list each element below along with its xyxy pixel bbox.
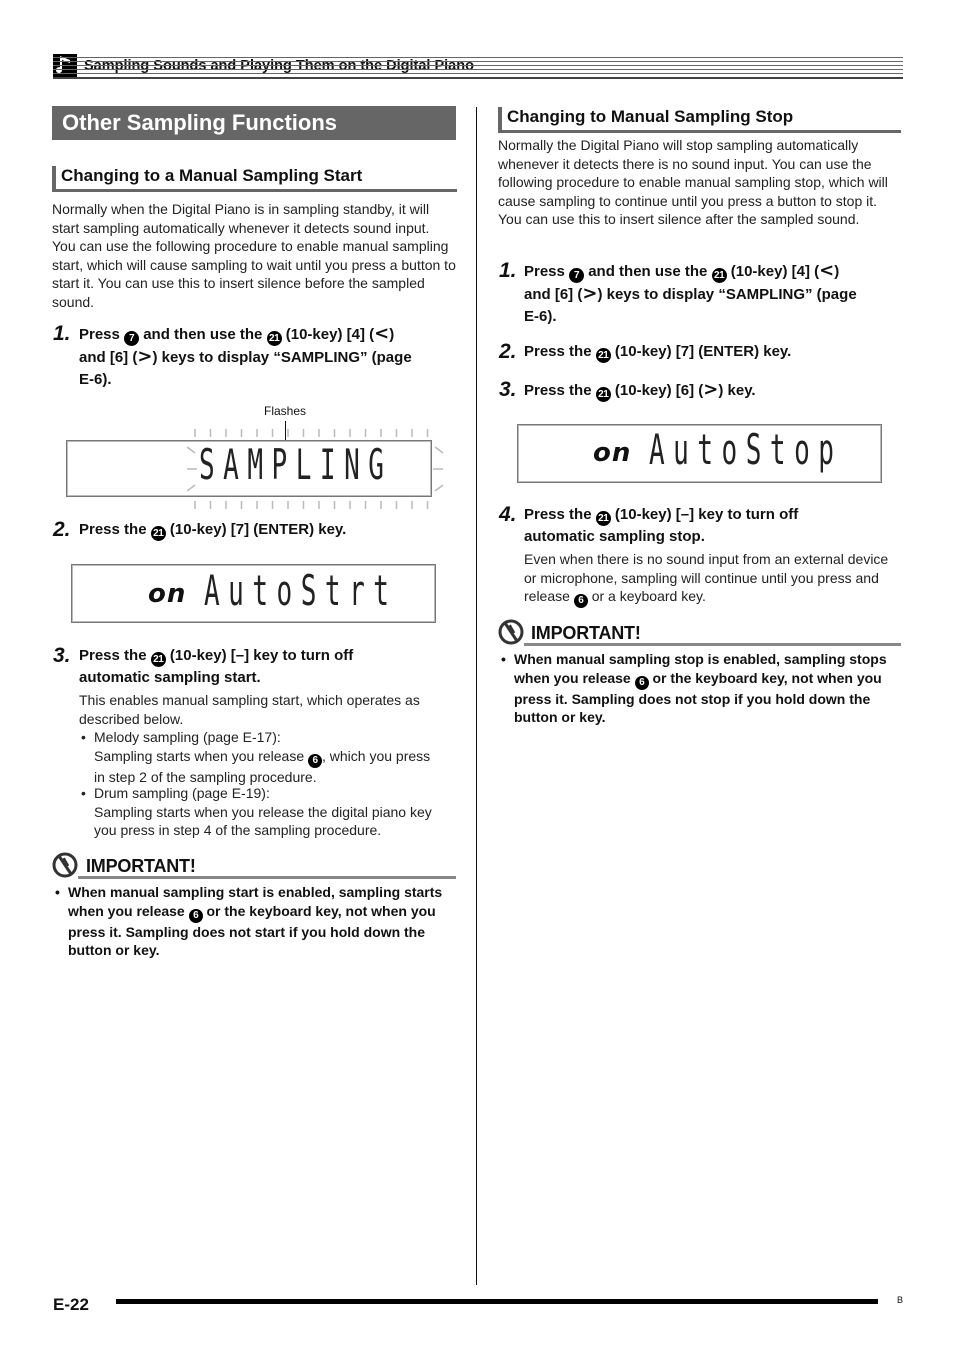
lcd-display-autostop xyxy=(517,424,882,483)
button-21-icon: 21 xyxy=(596,348,611,363)
bullet-melody: Melody sampling (page E-17): Sampling starts when you release 6 , which you press in step 2 of the sampling procedure. xyxy=(94,729,431,785)
step-number: 1. xyxy=(499,259,517,282)
button-21-icon: 21 xyxy=(712,268,727,283)
right-step3: Press the 21 (10-key) [6] (>) key. xyxy=(524,379,756,400)
right-step1: Press 7 and then use the 21 (10-key) [4] (<) and [6] (>) keys to display “SAMPLING” (page E-6). xyxy=(524,260,857,325)
step-number: 3. xyxy=(53,644,71,667)
important-icon xyxy=(52,852,78,878)
right-important-text: When manual sampling stop is enabled, sampling stops when you release 6 or the keyboard key, not when you press it. Sampling does not stop if you hold down the button or key. xyxy=(514,651,887,726)
column-divider xyxy=(476,107,477,1285)
lcd-on-indicator: on xyxy=(593,438,632,468)
left-subhead: Changing to a Manual Sampling Start xyxy=(52,166,457,192)
important-title: IMPORTANT! xyxy=(531,623,641,643)
lcd-display-autostrt xyxy=(71,564,436,623)
important-icon xyxy=(498,619,524,645)
header-rule xyxy=(53,65,903,66)
footer-mark: B xyxy=(897,1295,904,1305)
button-21-icon: 21 xyxy=(596,387,611,402)
button-7-icon: 7 xyxy=(124,331,139,346)
step-number: 1. xyxy=(53,322,71,345)
less-than-icon: < xyxy=(374,323,390,344)
bullet-dot: • xyxy=(55,884,60,900)
greater-than-icon: > xyxy=(137,346,153,367)
button-6-icon: 6 xyxy=(635,676,649,690)
header-rule xyxy=(53,57,903,58)
lcd-chars: A u t o S t r t xyxy=(204,566,389,615)
left-step3-body: This enables manual sampling start, which operates as described below. xyxy=(79,692,420,727)
button-6-icon: 6 xyxy=(308,754,322,768)
header-rule xyxy=(53,73,903,74)
step-number: 3. xyxy=(499,378,517,401)
step-number: 2. xyxy=(499,340,517,363)
right-intro: Normally the Digital Piano will stop sampling automatically whenever it detects there is no sound input. You can use the following procedure to enable manual sampling stop, which will cause sampling to continue until you press a button to stop it. You can use this to insert silence after the sampled sound. xyxy=(498,137,888,228)
important-rule xyxy=(524,643,901,646)
left-intro: Normally when the Digital Piano is in sampling standby, it will start sampling automatically whenever it detects sound input. You can use the following procedure to enable manual sampling start, which will cause sampling to wait until you press a button to start it. You can use this to insert silence before the sampled sound. xyxy=(52,201,456,310)
right-step2: Press the 21 (10-key) [7] (ENTER) key. xyxy=(524,343,792,361)
footer-rule xyxy=(116,1299,878,1304)
right-step4: Press the 21 (10-key) [–] key to turn off automatic sampling stop. xyxy=(524,506,799,545)
left-step3: Press the 21 (10-key) [–] key to turn off automatic sampling start. xyxy=(79,647,354,686)
lcd-chars: A u t o S t o p xyxy=(649,425,834,474)
button-6-icon: 6 xyxy=(574,594,588,608)
header-rule xyxy=(53,61,903,62)
button-6-icon: 6 xyxy=(189,909,203,923)
greater-than-icon: > xyxy=(582,283,598,304)
bullet-dot: • xyxy=(81,785,86,801)
important-rule xyxy=(78,876,456,879)
right-subhead: Changing to Manual Sampling Stop xyxy=(498,107,901,133)
bullet-dot: • xyxy=(501,651,506,667)
page-number: E-22 xyxy=(53,1295,89,1314)
left-important-text: When manual sampling start is enabled, sampling starts when you release 6 or the keyboard key, not when you press it. Sampling does not start if you hold down the button or key. xyxy=(68,884,443,959)
button-21-icon: 21 xyxy=(151,526,166,541)
bullet-dot: • xyxy=(81,729,86,745)
bullet-drum: Drum sampling (page E-19): Sampling starts when you release the digital piano key you press in step 4 of the sampling procedure. xyxy=(94,785,432,839)
lcd-on-indicator: on xyxy=(148,579,187,609)
step-number: 4. xyxy=(499,503,517,526)
step-number: 2. xyxy=(53,518,71,541)
header-rule xyxy=(53,69,903,70)
header-title: Sampling Sounds and Playing Them on the Digital Piano xyxy=(84,58,474,74)
lcd-chars: S A M P L I N G xyxy=(199,440,384,489)
button-21-icon: 21 xyxy=(596,511,611,526)
button-7-icon: 7 xyxy=(569,268,584,283)
less-than-icon: < xyxy=(819,260,835,281)
header-rule xyxy=(53,77,903,79)
important-title: IMPORTANT! xyxy=(86,856,196,876)
right-step4-body: Even when there is no sound input from an external device or microphone, sampling will continue until you press and release 6 or a keyboard key. xyxy=(524,551,889,607)
button-21-icon: 21 xyxy=(267,331,282,346)
left-step1: Press 7 and then use the 21 (10-key) [4] (<) and [6] (>) keys to display “SAMPLING” (page E-6). xyxy=(79,323,412,388)
lcd-display-sampling xyxy=(66,440,432,497)
left-step2: Press the 21 (10-key) [7] (ENTER) key. xyxy=(79,521,347,539)
button-21-icon: 21 xyxy=(151,652,166,667)
section-banner: Other Sampling Functions xyxy=(52,106,456,140)
flashes-label: Flashes xyxy=(264,404,307,418)
greater-than-icon: > xyxy=(703,379,719,400)
